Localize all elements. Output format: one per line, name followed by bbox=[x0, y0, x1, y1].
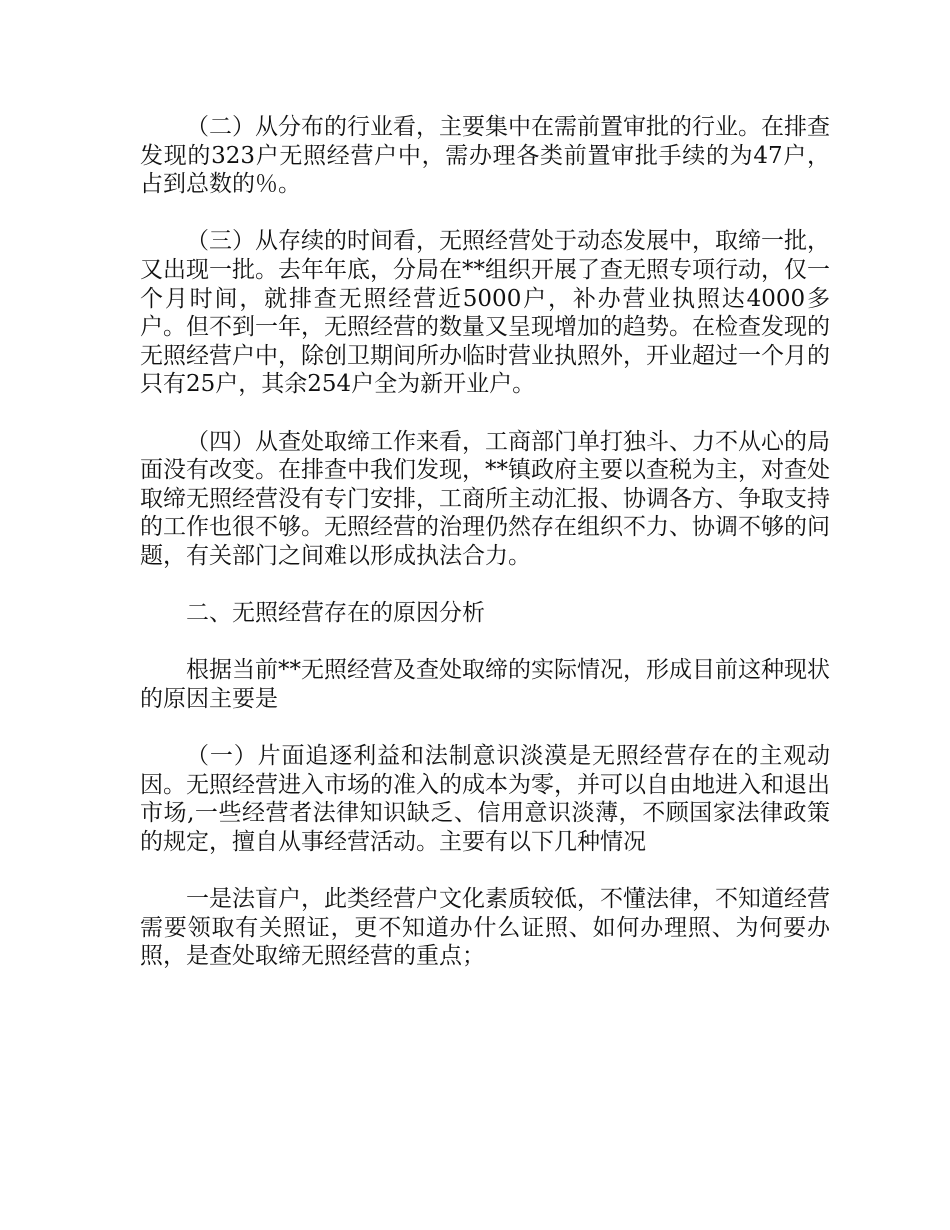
paragraph-duration: （三）从存续的时间看，无照经营处于动态发展中，取缔一批，又出现一批。去年年底，分局在**组织开展了查无照专项行动，仅一个月时间，就排查无照经营近5000户，补办营业执照达4000多户。但不到一年，无照经营的数量又呈现增加的趋势。在检查发现的无照经营户中，除创卫期间所办临时营业执照外，开业超过一个月的只有25户，其余254户全为新开业户。 bbox=[140, 228, 830, 398]
paragraph-legal-illiterate: 一是法盲户，此类经营户文化素质较低，不懂法律，不知道经营需要领取有关照证，更不知道办什么证照、如何办理照、为何要办照，是查处取缔无照经营的重点； bbox=[140, 886, 830, 970]
paragraph-causes-intro: 根据当前**无照经营及查处取缔的实际情况，形成目前这种现状的原因主要是 bbox=[140, 657, 830, 712]
section-heading-causes: 二、无照经营存在的原因分析 bbox=[186, 600, 485, 627]
paragraph-industry-distribution: （二）从分布的行业看，主要集中在需前置审批的行业。在排查发现的323户无照经营户中，需办理各类前置审批手续的为47户，占到总数的％。 bbox=[140, 114, 830, 198]
paragraph-enforcement: （四）从查处取缔工作来看，工商部门单打独斗、力不从心的局面没有改变。在排查中我们发现，**镇政府主要以查税为主，对查处取缔无照经营没有专门安排，工商所主动汇报、协调各方、争取支持的工作也很不够。无照经营的治理仍然存在组织不力、协调不够的问题，有关部门之间难以形成执法合力。 bbox=[140, 428, 830, 569]
paragraph-subjective-cause: （一）片面追逐利益和法制意识淡漠是无照经营存在的主观动因。无照经营进入市场的准入的成本为零，并可以自由地进入和退出市场,一些经营者法律知识缺乏、信用意识淡薄，不顾国家法律政策的规定，擅自从事经营活动。主要有以下几种情况 bbox=[140, 743, 830, 855]
document-page bbox=[140, 113, 830, 999]
